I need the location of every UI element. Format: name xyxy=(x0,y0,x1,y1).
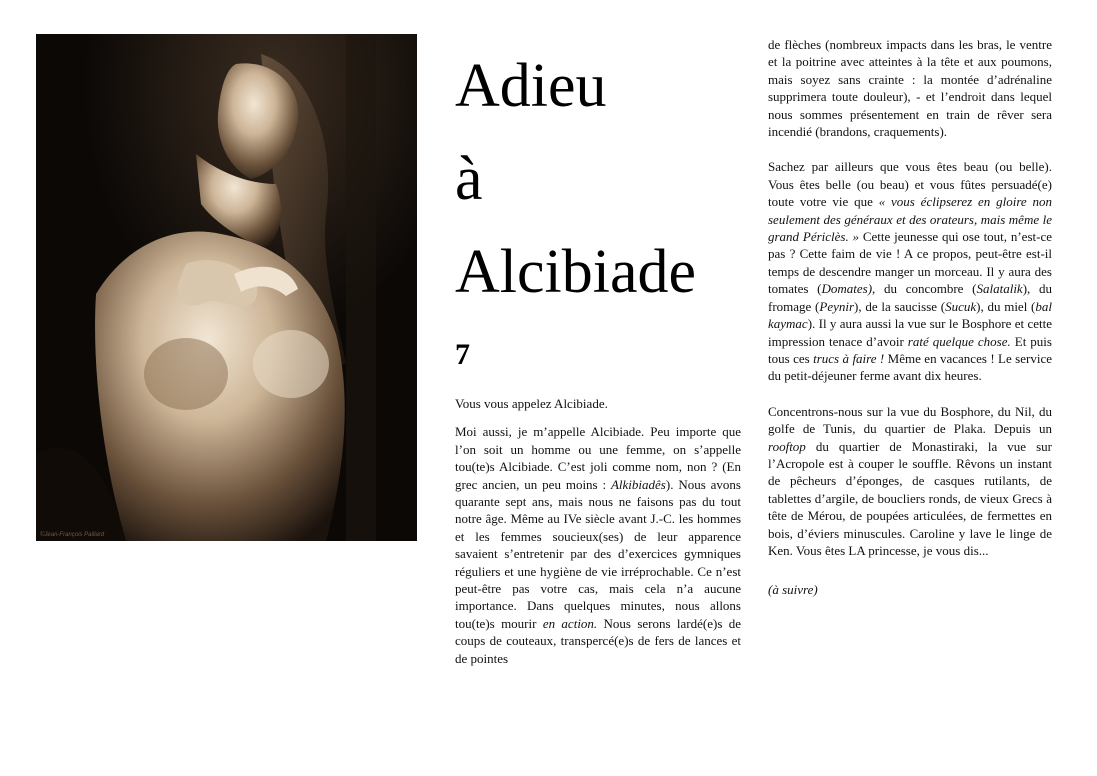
text-italic: bal kaymac xyxy=(768,298,1053,332)
article-title xyxy=(455,40,755,319)
text-run: ), de la saucisse ( xyxy=(854,298,946,314)
text-italic: raté quelque chose. xyxy=(907,333,1011,349)
text-run: Sachez par ailleurs que vous êtes beau (ou belle). Vous êtes belle (ou beau) et vous fûtes persuadé(e) toute votre vie que xyxy=(768,159,1052,210)
text-italic: Salatalik xyxy=(976,281,1023,297)
text-run: Cette jeunesse qui ose tout, n’est-ce pas ? Cette faim de vie ! A ce propos, peut-être est-il temps de descendre manger un morceau. Il y aura des tomates ( xyxy=(768,229,1052,297)
title-line-3: Alcibiade xyxy=(455,238,697,306)
text-run: du quartier de Monastiraki, la vue sur l’Acropole est à couper le souffle. Rêvons un instant de pêcheurs d’éponges, de casques rutilants, de tablettes d’argile, de boucliers ronds, de vieux Grecs à tête de Mérou, de poupées articulées, de fermettes en bois, d’éviers minuscules. Caroline y lave le linge de Ken. Vous êtes LA princesse, je vous dis... xyxy=(768,438,1052,558)
text-run: Même en vacances ! Le service du petit-déjeuner ferme avant dix heures. xyxy=(768,350,1052,384)
to-be-continued: (à suivre) xyxy=(768,582,818,598)
text-italic: Domates) xyxy=(821,281,873,297)
paragraph-bosphore xyxy=(768,403,1052,560)
paragraph-continued: de flèches (nombreux impacts dans les bras, le ventre et la poitrine avec atteintes à la tête et aux poumons, mais soyez sans crainte : la montée d’adrénaline supprimera toute douleur), - et l’endroit dans lequel nous sommes présentement en train de rêver sera incendié (brandons, craquements). xyxy=(768,37,1052,140)
title-line-1: Adieu xyxy=(455,52,607,120)
text-run: ). Il y aura aussi la vue sur le Bosphore et cette impression tenace d’avoir xyxy=(768,316,1052,349)
text-italic: rooftop xyxy=(768,438,806,454)
text-column-middle xyxy=(455,395,741,667)
paragraph-main xyxy=(455,423,741,667)
text-italic: en action. xyxy=(542,615,598,631)
text-run: ), du fromage ( xyxy=(768,281,1052,314)
chapter-number: 7 xyxy=(455,338,470,371)
title-line-2: à xyxy=(455,145,483,213)
text-run: ), du miel ( xyxy=(976,298,1036,314)
paragraph-intro: Vous vous appelez Alcibiade. xyxy=(455,396,608,411)
text-italic: Alkibiadês xyxy=(610,476,666,492)
text-column-right xyxy=(768,36,1052,599)
paragraph-beauty xyxy=(768,158,1052,384)
photo-credit: ©Jean-François Paillard xyxy=(40,532,105,538)
text-run: Concentrons-nous sur la vue du Bosphore, du Nil, du golfe de Tunis, du quartier de Plaka. Depuis un xyxy=(768,403,1052,437)
text-italic: « vous éclipserez en gloire non seulement des généraux et des orateurs, mais même le grand Périclès. » xyxy=(768,194,1053,245)
text-run: Nous serons lardé(e)s de coups de couteaux, transpercé(e)s de fers de lances et de pointes xyxy=(455,615,742,666)
text-run: ). Nous avons quarante sept ans, mais nous ne faisons pas du tout notre âge. Même au IVe siècle avant J.-C. les hommes et les femmes soucieux(ses) de leur apparence savaient s’entretenir par des d’exercices gymniques réguliers et une hygiène de vie irréprochable. Ce n’est peut-être pas votre cas, mais cela n’a aucune importance. Dans quelques minutes, nous allons tou(te)s mourir xyxy=(455,476,741,631)
text-run: , du concombre ( xyxy=(872,281,977,297)
text-italic: trucs à faire ! xyxy=(813,350,885,366)
sculpture-photo xyxy=(36,34,417,541)
sculpture-illustration xyxy=(36,34,417,541)
text-italic: Sucuk xyxy=(945,298,977,314)
text-run: Moi aussi, je m’appelle Alcibiade. Peu importe que l’on soit un homme ou une femme, on s’appelle tou(te)s Alcibiade. C’est joli comme nom, non ? (En grec ancien, un peu moins : xyxy=(455,424,741,492)
text-run: Et puis tous ces xyxy=(768,333,1052,366)
text-italic: Peynir xyxy=(819,298,855,314)
